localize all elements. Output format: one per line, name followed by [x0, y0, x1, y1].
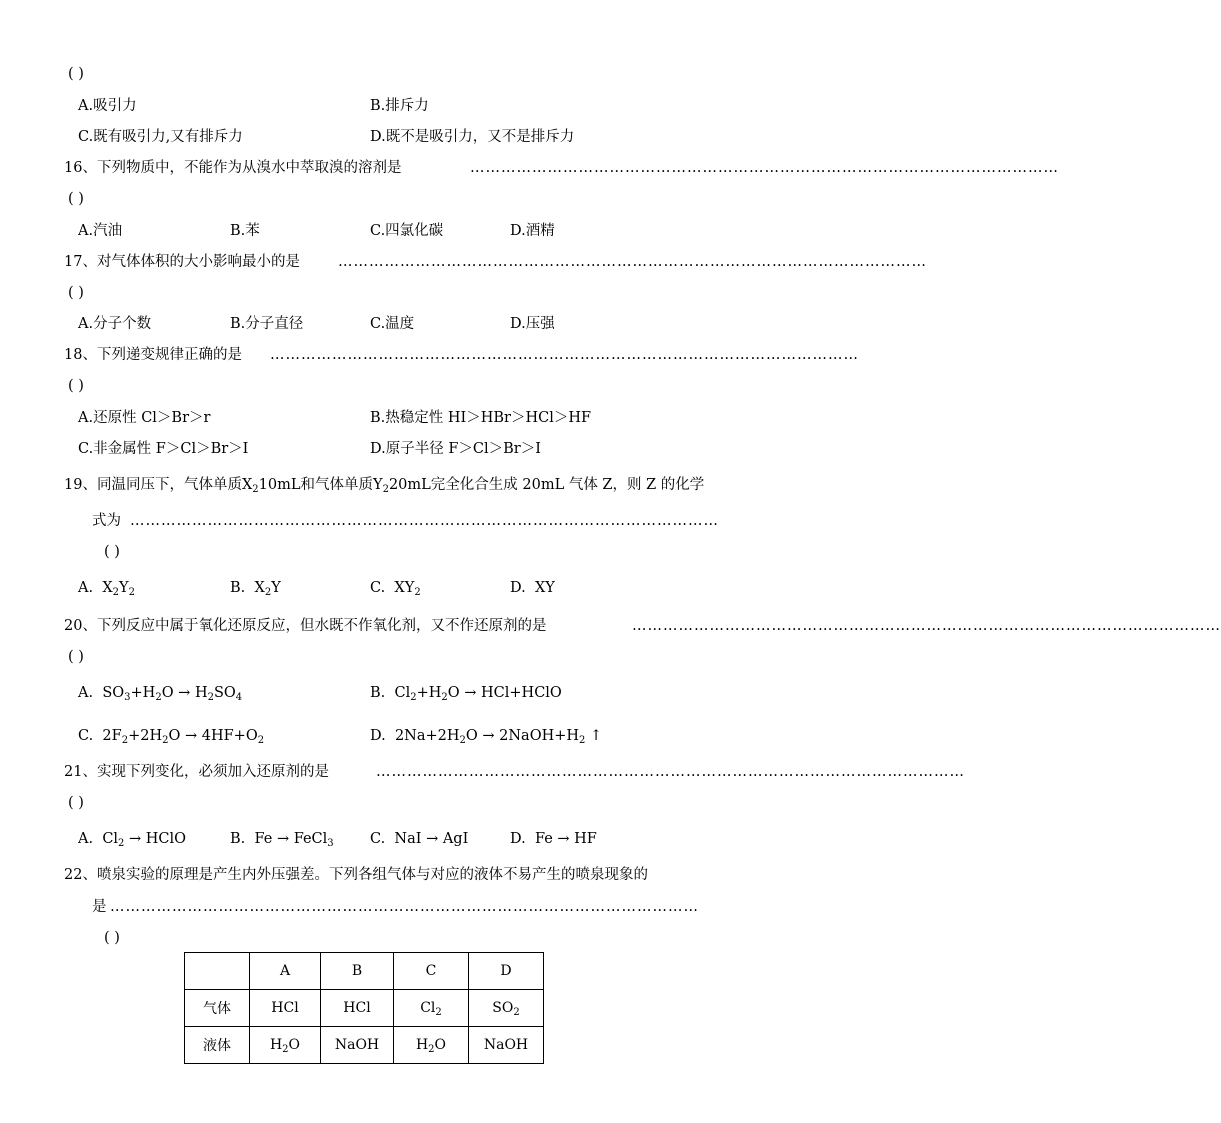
- table-cell: $SO_2$: [469, 990, 544, 1027]
- question-18-stem: 18、下列递变规律正确的是: [64, 347, 242, 363]
- table-cell: HCl: [321, 990, 394, 1027]
- question-19-stem-continued: 式为: [92, 513, 121, 529]
- option-c: C. $2F_2+2H_2O \to 4HF+O_2$: [78, 728, 265, 746]
- answer-paren: ( ): [68, 649, 84, 665]
- leader-dots: ……………………………………………………………………………………………………: [110, 899, 699, 915]
- option-a: A.还原性 Cl＞Br＞r: [78, 410, 211, 426]
- option-b: B.苯: [230, 223, 260, 239]
- table-cell: HCl: [250, 990, 321, 1027]
- option-b: B.热稳定性 HI＞HBr＞HCl＞HF: [370, 410, 592, 426]
- leader-dots: ……………………………………………………………………………………………………: [270, 347, 859, 363]
- table-cell: $Cl_2$: [394, 990, 469, 1027]
- question-17-stem: 17、对气体体积的大小影响最小的是: [64, 254, 300, 270]
- option-a: A. $SO_3+H_2O \to H_2SO_4$: [78, 685, 243, 703]
- option-c: C. NaI → AgI: [370, 831, 469, 847]
- option-d: D. Fe → HF: [510, 831, 597, 847]
- option-d: D. XY: [510, 580, 555, 596]
- option-a: A. $Cl_2$ → HClO: [78, 831, 187, 849]
- option-b: B.分子直径: [230, 316, 304, 332]
- question-19-stem: 19、同温同压下，气体单质$X_210mL$和气体单质$Y_220mL$完全化合生成 20mL 气体 Z，则 Z 的化学: [64, 477, 705, 495]
- leader-dots: ……………………………………………………………………………………………………: [470, 160, 1059, 176]
- row-label: 液体: [185, 1027, 250, 1064]
- table-header-cell: A: [250, 953, 321, 990]
- answer-paren: ( ): [68, 66, 84, 82]
- option-d: D.酒精: [510, 223, 555, 239]
- option-c: C.四氯化碳: [370, 223, 444, 239]
- option-c: C.既有吸引力,又有排斥力: [78, 129, 243, 145]
- answer-paren: ( ): [104, 544, 120, 560]
- option-a: A. $X_2Y_2$: [78, 580, 135, 598]
- answer-paren: ( ): [68, 285, 84, 301]
- question-20-stem: 20、下列反应中属于氧化还原反应，但水既不作氧化剂，又不作还原剂的是: [64, 618, 547, 634]
- option-d: D. $2Na+2H_2O$ → $2NaOH+H_2$ ↑: [370, 728, 603, 746]
- option-b: B. Fe → FeCl$_3$: [230, 831, 334, 849]
- leader-dots: ……………………………………………………………………………………………………: [338, 254, 927, 270]
- table-cell: $H_2O$: [394, 1027, 469, 1064]
- answer-paren: ( ): [68, 795, 84, 811]
- answer-paren: ( ): [104, 930, 120, 946]
- question-22-stem: 22、喷泉实验的原理是产生内外压强差。下列各组气体与对应的液体不易产生的喷泉现象的: [64, 867, 648, 883]
- table-header-cell: B: [321, 953, 394, 990]
- row-label: 气体: [185, 990, 250, 1027]
- option-c: C.温度: [370, 316, 415, 332]
- table-row-liquid: [185, 1027, 544, 1064]
- gas-liquid-table: [184, 952, 544, 1064]
- option-b: B. $Cl_2+H_2O$ → HCl+HClO: [370, 685, 562, 703]
- table-header-cell: D: [469, 953, 544, 990]
- question-21-stem: 21、实现下列变化，必须加入还原剂的是: [64, 764, 329, 780]
- table-cell: $H_2O$: [250, 1027, 321, 1064]
- table-row-gas: [185, 990, 544, 1027]
- option-d: D.压强: [510, 316, 555, 332]
- leader-dots: ……………………………………………………………………………………………………: [376, 764, 965, 780]
- option-b: B.排斥力: [370, 98, 429, 114]
- option-a: A.吸引力: [78, 98, 137, 114]
- leader-dots: ……………………………………………………………………………………………………: [130, 513, 719, 529]
- answer-paren: ( ): [68, 191, 84, 207]
- option-d: D.既不是吸引力，又不是排斥力: [370, 129, 575, 145]
- option-a: A.分子个数: [78, 316, 152, 332]
- question-16-stem: 16、下列物质中，不能作为从溴水中萃取溴的溶剂是: [64, 160, 402, 176]
- option-c: C.非金属性 F＞Cl＞Br＞I: [78, 441, 249, 457]
- leader-dots: ……………………………………………………………………………………………………: [632, 618, 1221, 634]
- option-c: C. $XY_2$: [370, 580, 421, 598]
- table-header-row: [185, 953, 544, 990]
- table-header-cell: C: [394, 953, 469, 990]
- option-b: B. $X_2Y$: [230, 580, 281, 598]
- table-header-cell: [185, 953, 250, 990]
- table-cell: NaOH: [321, 1027, 394, 1064]
- answer-paren: ( ): [68, 378, 84, 394]
- table-cell: NaOH: [469, 1027, 544, 1064]
- question-22-stem-continued: 是: [92, 899, 107, 915]
- option-a: A.汽油: [78, 223, 123, 239]
- option-d: D.原子半径 F＞Cl＞Br＞I: [370, 441, 541, 457]
